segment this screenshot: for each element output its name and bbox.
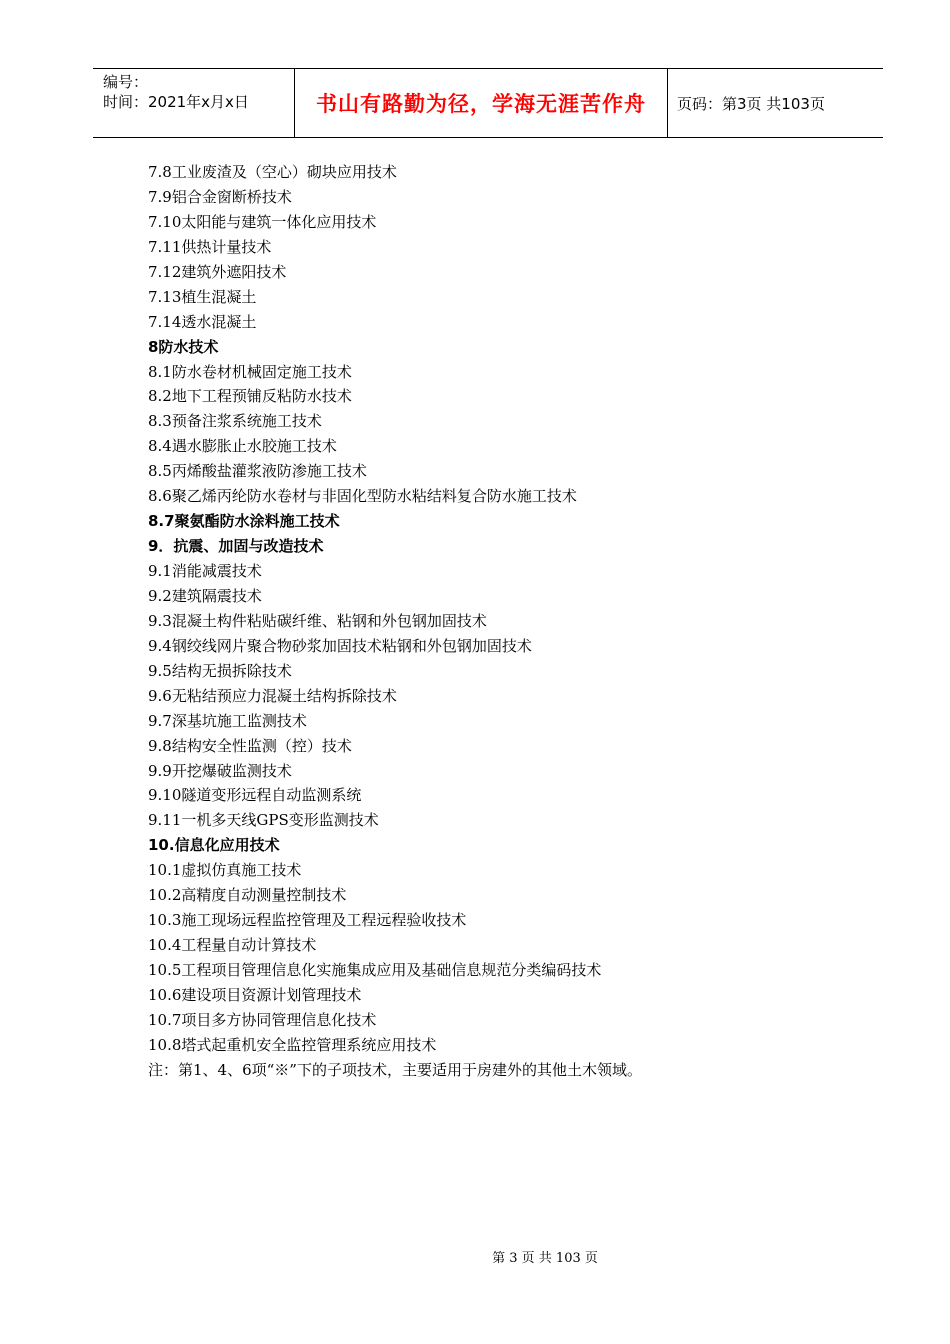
header-motto: 书山有路勤为径，学海无涯苦作舟: [316, 92, 646, 116]
list-item: 7.10太阳能与建筑一体化应用技术: [148, 212, 377, 231]
list-item: 注：第1、4、6项“※”下的子项技术，主要适用于房建外的其他土木领域。: [148, 1060, 642, 1079]
section-heading: 9．抗震、加固与改造技术: [148, 537, 324, 556]
list-item: 7.12建筑外遮阳技术: [148, 262, 287, 281]
list-item: 10.1虚拟仿真施工技术: [148, 861, 302, 880]
list-item: 10.8塔式起重机安全监控管理系统应用技术: [148, 1035, 437, 1054]
list-item: 9.11一机多天线GPS变形监测技术: [148, 811, 379, 830]
list-item: 7.14透水混凝土: [148, 312, 257, 331]
list-item: 8.6聚乙烯丙纶防水卷材与非固化型防水粘结料复合防水施工技术: [148, 487, 577, 506]
section-heading: 10.信息化应用技术: [148, 836, 280, 855]
header-page-cell: [667, 69, 883, 137]
page-header: [93, 68, 883, 138]
list-item: 9.5结构无损拆除技术: [148, 661, 292, 680]
list-item: 9.2建筑隔震技术: [148, 586, 262, 605]
document-body: [148, 160, 848, 1083]
list-item: 7.11供热计量技术: [148, 237, 272, 256]
document-number-label: 编号：: [103, 73, 149, 91]
header-meta-cell: [93, 69, 294, 137]
list-item: 8.5丙烯酸盐灌浆液防渗施工技术: [148, 462, 367, 481]
list-item: 10.2高精度自动测量控制技术: [148, 886, 347, 905]
list-item: 7.8工业废渣及（空心）砌块应用技术: [148, 163, 397, 181]
section-heading: 8防水技术: [148, 337, 219, 356]
document-time-label: 时间：2021年x月x日: [103, 93, 249, 111]
list-item: 9.3混凝土构件粘贴碳纤维、粘钢和外包钢加固技术: [148, 611, 487, 630]
list-item: 10.4工程量自动计算技术: [148, 936, 317, 955]
list-item: 8.1防水卷材机械固定施工技术: [148, 362, 352, 381]
section-heading: 8.7聚氨酯防水涂料施工技术: [148, 512, 340, 531]
list-item: 9.4钢绞线网片聚合物砂浆加固技术粘钢和外包钢加固技术: [148, 636, 532, 655]
list-item: 9.10隧道变形远程自动监测系统: [148, 786, 362, 805]
list-item: 9.7深基坑施工监测技术: [148, 711, 307, 730]
list-item: 10.3施工现场远程监控管理及工程远程验收技术: [148, 911, 467, 930]
list-item: 9.1消能减震技术: [148, 562, 262, 580]
footer-page-number: 第 3 页 共 103 页: [492, 1251, 598, 1266]
list-item: 9.8结构安全性监测（控）技术: [148, 736, 352, 755]
list-item: 10.5工程项目管理信息化实施集成应用及基础信息规范分类编码技术: [148, 961, 602, 979]
list-item: 9.9开挖爆破监测技术: [148, 761, 292, 780]
header-motto-cell: [294, 69, 668, 137]
list-item: 7.9铝合金窗断桥技术: [148, 187, 292, 206]
list-item: 8.4遇水膨胀止水胶施工技术: [148, 437, 337, 456]
header-page-info: 页码：第3页 共103页: [677, 94, 825, 113]
list-item: 9.6无粘结预应力混凝土结构拆除技术: [148, 686, 397, 705]
list-item: 8.2地下工程预铺反粘防水技术: [148, 387, 352, 406]
list-item: 10.7项目多方协同管理信息化技术: [148, 1010, 377, 1029]
list-item: 7.13植生混凝土: [148, 287, 257, 306]
list-item: 10.6建设项目资源计划管理技术: [148, 985, 362, 1004]
page-footer: [0, 1247, 950, 1266]
list-item: 8.3预备注浆系统施工技术: [148, 412, 322, 431]
